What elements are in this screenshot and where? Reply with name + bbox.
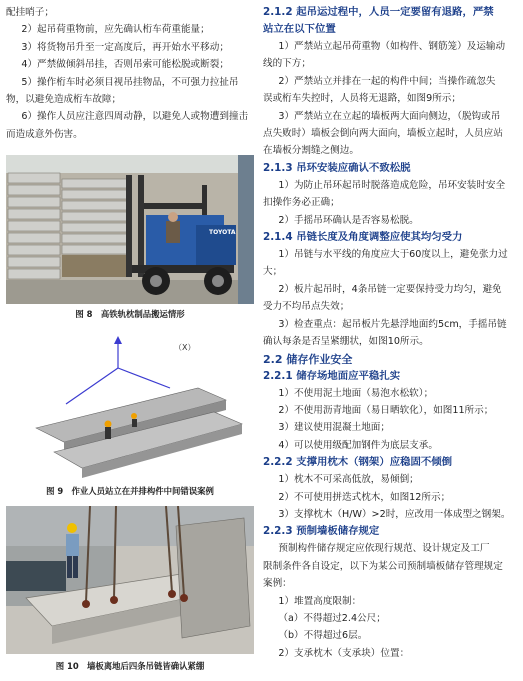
figure-8-caption: 图 8 高铁轨枕制品搬运情形 bbox=[75, 309, 185, 319]
section-heading: 2.1.2 起吊运过程中，人员一定要留有退路，严禁 bbox=[263, 6, 494, 18]
paragraph-line: 1）吊链与水平线的角度应大于60度以上，避免张力过 bbox=[278, 249, 508, 261]
paragraph-line: 2）手摇吊环确认是否容易松脱。 bbox=[278, 214, 419, 226]
figure-8-photo bbox=[6, 155, 254, 304]
paragraph-line: 受力不均吊点失效； bbox=[263, 301, 350, 313]
paragraph-line: 1）枕木不可采高低放，易倾倒； bbox=[278, 474, 419, 486]
paragraph-line: 误或桁车失控时，人员将无退路，如图9所示； bbox=[263, 93, 461, 105]
paragraph-line: 2）不使用沥青地面（易日晒软化），如图11所示； bbox=[278, 404, 494, 416]
left-line: 3）将货物吊升至一定高度后，再开始水平移动； bbox=[21, 41, 229, 53]
paragraph-line: 预制构件储存规定应依现行规范、设计规定及工厂 bbox=[278, 543, 490, 555]
paragraph-line: 3）检查重点：起吊板片先悬浮地面约5cm，手摇吊链 bbox=[278, 318, 507, 330]
paragraph-line: 3）支撑枕木（H/W）>2时，应改用一体成型之钢架。 bbox=[278, 508, 511, 520]
left-line: 4）严禁做倾斜吊挂，否则吊索可能松脱或断裂； bbox=[21, 59, 229, 71]
paragraph-line: 4）可以使用级配加钢件为底层支承。 bbox=[278, 439, 438, 451]
section-heading: 2.2.3 预制墙板储存规定 bbox=[263, 525, 380, 538]
left-line: 6）操作人员应注意四周动静，以避免人或物遭到撞击 bbox=[21, 111, 249, 123]
paragraph-line: 线的下方； bbox=[263, 58, 311, 70]
figure-9-caption: 图 9 作业人员站立在并排构件中间错误案例 bbox=[46, 486, 214, 496]
left-line: 5）操作桁车时必须目视吊挂物品，不可强力拉扯吊 bbox=[21, 76, 239, 88]
section-heading: 2.1.3 吊环安装应确认不致松脱 bbox=[263, 161, 411, 174]
left-line: 物，以避免造成桁车故障； bbox=[6, 94, 122, 106]
paragraph-line: （a）不得超过2.4公尺； bbox=[278, 612, 386, 624]
paragraph-line: 确认每条是否呈紧绷状，如图10所示。 bbox=[263, 336, 429, 348]
paragraph-line: 1）严禁站立起吊荷重物（如构件、钢筋笼）及运输动 bbox=[278, 41, 506, 52]
section-heading-main: 2.2 储存作业安全 bbox=[263, 352, 353, 366]
paragraph-line: 2）不可使用拼迭式枕木，如图12所示； bbox=[278, 491, 451, 503]
paragraph-line: 1）为防止吊环起吊时脱落造成危险，吊环安装时安全 bbox=[278, 179, 506, 191]
right-column bbox=[263, 4, 517, 662]
section-heading: 2.2.2 支撑用枕木（钢架）应稳固不倾倒 bbox=[263, 456, 453, 469]
paragraph-line: 2）严禁站立并排在一起的构件中间；当操作疏忽失 bbox=[278, 75, 496, 87]
paragraph-line: 大； bbox=[263, 266, 283, 278]
figure-9-wrong-mark: （X） bbox=[174, 343, 196, 352]
section-heading: 站立在以下位置 bbox=[263, 23, 336, 35]
figure-10-caption: 图 10 墙板离地后四条吊链皆确认紧绷 bbox=[55, 661, 205, 671]
paragraph-line: 限制条件各自设定，以下为某公司预制墙板储存管理规定 bbox=[263, 560, 503, 572]
paragraph-line: （b）不得超过6层。 bbox=[278, 630, 368, 642]
paragraph-line: 2）支承枕木（支承块）位置： bbox=[278, 647, 410, 659]
section-heading: 2.2.1 储存场地面应平稳扎实 bbox=[263, 369, 401, 382]
paragraph-line: 3）建议使用混凝土地面； bbox=[278, 422, 390, 434]
paragraph-line: 扣操作务必正确； bbox=[263, 197, 340, 209]
paragraph-line: 在墙板分割缝之侧边。 bbox=[263, 145, 359, 157]
paragraph-line: 3）严禁站立在立起的墙板两大面向侧边，（脱钩或吊 bbox=[278, 110, 501, 122]
figure-9-diagram bbox=[6, 330, 254, 480]
figure-10-photo bbox=[6, 506, 254, 654]
paragraph-line: 2）板片起吊时，4条吊链一定要保持受力均匀，避免 bbox=[278, 283, 502, 295]
left-column bbox=[6, 4, 254, 143]
paragraph-line: 点失败时）墙板会倒向两大面向，墙板立起时，人员应站 bbox=[263, 128, 503, 140]
forklift-brand-text: TOYOTA bbox=[209, 229, 236, 236]
section-heading: 2.1.4 吊链长度及角度调整应使其均匀受力 bbox=[263, 231, 463, 244]
paragraph-line: 案例： bbox=[263, 578, 292, 590]
paragraph-line: 1）不使用泥土地面（易泡水松软）； bbox=[278, 387, 434, 399]
left-line: 而造成意外伤害。 bbox=[6, 128, 83, 140]
left-line: 2）起吊荷重物前，应先确认桁车荷重能量； bbox=[21, 24, 210, 36]
paragraph-line: 1）堆置高度限制： bbox=[278, 595, 362, 607]
left-line: 配挂哨子； bbox=[6, 7, 54, 18]
